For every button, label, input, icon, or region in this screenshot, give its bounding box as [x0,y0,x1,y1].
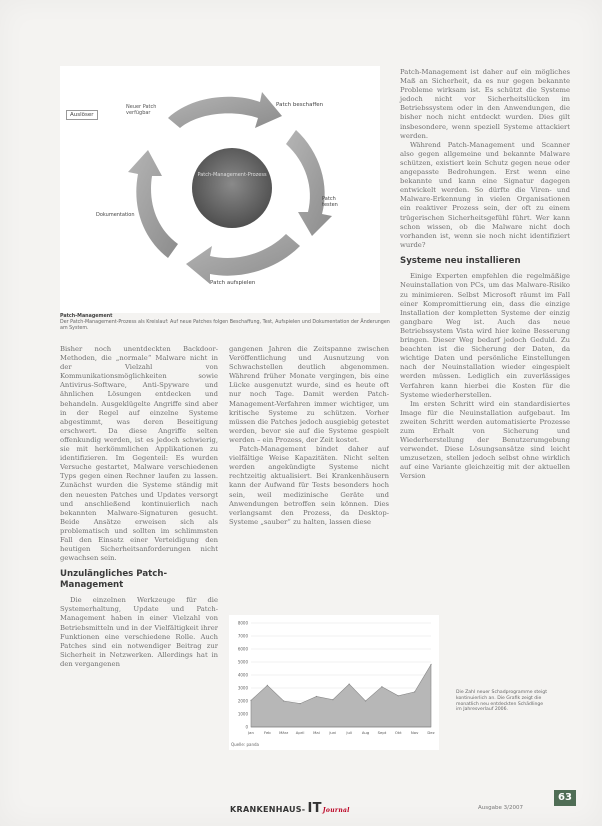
chart-x-tick-label: Mai [313,730,320,735]
patch-cycle-figure [60,66,380,313]
label-get-patch: Patch beschaffen [276,102,324,108]
label-new-patch: Neuer Patch verfügbar [126,104,157,116]
chart-area-series [251,665,431,727]
journal-logo [230,801,350,816]
chart-y-tick-label: 8000 [237,620,248,626]
chart-point [349,684,350,685]
figure-caption-text: Der Patch-Management-Prozess als Kreislauf: Auf neue Patches folgen Beschaffung, Test, Aufspielen und Dokumentation der Änderungen am System. [60,320,390,331]
malware-chart [229,615,439,750]
issue-label: Ausgabe 3/2007 [478,805,523,811]
chart-point [316,696,317,697]
chart-point [430,664,431,665]
chart-point [414,691,415,692]
chart-y-tick-label: 0 [245,724,248,730]
chart-point [267,685,268,686]
chart-x-tick-label: April [295,730,305,735]
logo-main: KRANKENHAUS- [230,805,306,814]
chart-point [381,686,382,687]
right-paragraph-1: Patch-Management ist daher auf ein mögliches Maß an Sicherheit, da es nur gegen bekannte Probleme wirksam ist. Es schützt die Systeme jedoch nicht vor Sicherheitslücken im Betriebssystem oder in den Anwendungen, die bisher noch nicht entdeckt wurden. Dies gilt insbesondere, wenn speziell Systeme attackiert werden. [400,68,570,140]
chart-y-tick-label: 3000 [237,685,248,691]
arrow-left [128,150,178,258]
right-paragraph-2: Während Patch-Management und Scanner also gegen allgemeine und bekannte Malware schützen, existiert kein Schutz gegen neue oder angepasste Bedrohungen. Erst wenn eine bekannte und kann eine Signatur dagegen entwickelt werden. So dürfte die Viren- und Malware-Erkennung in vielen Organisationen ein reaktiver Prozess sein, der oft zu einem trügerischen Sicherheitsgefühl führt. Wer kann schon wissen, ob die Malware nicht doch vorhanden ist, wenn sie noch nicht identifiziert wurde? [400,140,570,249]
chart-x-tick-label: Sept [377,730,387,735]
arrow-bottom [186,234,300,284]
chart-point [398,695,399,696]
label-deploy-patch: Patch aufspielen [210,280,256,286]
center-label: Patch-Management-Prozess [197,172,267,178]
chart-x-tick-label: Nov [410,730,419,735]
middle-paragraph-1: gangenen Jahren die Zeitspanne zwischen Veröffentlichung und Ausnutzung von Schwachstellen deutlich abgenommen. Während früher Monate vergingen, bis eine Lücke ausgenutzt wurde, sind es heute oft nur noch Tage. Damit werden Patch-Management-Verfahren immer wichtiger, um kritische Systeme zu schützen. Vorher müssen die Patches jedoch ausgiebig getestet werden, bevor sie auf die Systeme gespielt werden – ein Prozess, der Zeit kostet. [229,345,389,444]
chart-svg [229,615,439,750]
chart-point [365,700,366,701]
right-column-top [400,68,570,482]
middle-paragraph-2: Patch-Management bindet daher auf vielfältige Weise Kapazitäten. Nicht selten werden angekündigte Systeme nicht rechtzeitig aktualisiert. Bei Krankenhäusern kann der Aufwand für Tests besonders hoch sein, weil medizinische Geräte und Anwendungen betroffen sein können. Dies verlangsamt den Prozess, da Desktop-Systeme „sauber“ zu halten, lassen diese [229,445,389,526]
chart-source: Quelle: panda [231,742,259,747]
cycle-center-circle [192,148,272,228]
chart-y-tick-label: 2000 [237,698,248,704]
chart-point [283,700,284,701]
chart-x-tick-label: Feb [263,730,271,735]
right-paragraph-4: Im ersten Schritt wird ein standardisiertes Image für die Neuinstallation aufgebaut. Im zweiten Schritt werden automatisierte Prozesse zum Erhalt von Sicherung und Wiederherstellung der Benutzerumgebung verwendet. Diese Lösungsansätze sind leicht umzusetzen, stellen jedoch selbst ohne wirklich auf eine Variante gleichzeitig mit der aktuellen Version [400,399,570,481]
chart-y-tick-label: 6000 [237,646,248,652]
chart-point [250,700,251,701]
logo-journal: Journal [322,807,350,814]
figure-caption-title: Patch-Management [60,314,113,319]
left-column [60,345,218,669]
arrow-top [168,92,282,128]
chart-x-tick-label: Okt [394,730,402,735]
left-paragraph-1: Bisher noch unentdeckten Backdoor-Methoden, die „normale“ Malware nicht in der Vielzahl von Kommunikationsmöglichkeiten sowie Antivirus-Software, Anti-Spyware und ähnlichen Lösungen entdecken und behandeln. Ausgeklügelte Angriffe sind aber in der Regel auf einzelne Systeme abgestimmt, was deren Beseitigung erschwert. Da diese Angriffe selten offenkundig werden, ist es jedoch schwierig, sie mit herkömmlichen Applikationen zu identifizieren. Im Gegenteil: Es wurden Versuche gestartet, Malware verschiedenen Typs gegen einen Rechner laufen zu lassen. Zunächst wurden die Systeme ständig mit den neuesten Patches und Updates versorgt und anschließend kontinuierlich nach bekannten Malware-Signaturen gesucht. Beide Ansätze erweisen sich als problematisch und sollten im schlimmsten Fall den Einsatz einer Verteidigung den heutigen Sicherheitsanforderungen nicht gewachsen sein. [60,345,218,563]
left-section-heading: Unzulängliches Patch-Management [60,569,168,590]
chart-x-tick-label: Dez [427,730,435,735]
chart-x-tick-label: Jan [248,730,254,735]
cycle-diagram [60,66,380,313]
right-section-heading: Systeme neu installieren [400,255,521,266]
chart-y-tick-label: 7000 [237,633,248,639]
chart-x-tick-label: Juli [346,730,353,735]
page-number: 63 [554,790,576,806]
label-trigger: Auslöser [66,110,98,120]
left-paragraph-2: Die einzelnen Werkzeuge für die Systemerhaltung, Update und Patch-Management haben in einer Vielzahl von Betriebsmitteln und in der Vielfältigkeit ihrer Funktionen eine verschiedene Rolle. Auch Patches sind ein notwendiger Beitrag zur Sicherheit in Netzwerken. Allerdings hat in den vergangenen [60,596,218,668]
right-paragraph-3: Einige Experten empfehlen die regelmäßige Neuinstallation von PCs, um das Malware-Risiko zu minimieren. Selbst Microsoft räumt im Fall einer Kompromittierung ein, dass die einzige Installation der kompletten Systeme der einzig gangbare Weg ist. Auch das neue Betriebssystem Vista wird hier keine Besserung bringen. Dieser Weg bedarf jedoch Geduld. Zu beachten ist die Sicherung der Daten, da wichtige Daten und persönliche Einstellungen nach der Neuinstallation wieder eingespielt werden müssen. Lediglich ein zuverlässiges Verfahren kann hierbei die Kosten für die Systeme wiederherstellen. [400,272,570,399]
chart-note: Die Zahl neuer Schadprogramme steigt kontinuierlich an. Die Grafik zeigt die monatlich neu entdeckten Schädlinge im Jahresverlauf 2006. [456,690,548,713]
chart-x-tick-label: März [279,730,289,735]
chart-y-tick-label: 4000 [237,672,248,678]
chart-x-tick-label: Aug [361,730,370,735]
arrow-right [286,130,332,236]
chart-point [299,703,300,704]
figure-caption [60,314,390,332]
label-test-patch: Patch testen [322,196,338,208]
chart-point [332,699,333,700]
chart-y-tick-label: 1000 [237,711,248,717]
middle-column [229,345,389,613]
chart-y-tick-label: 5000 [237,659,248,665]
chart-x-tick-label: Juni [329,730,337,735]
logo-it: IT [307,801,322,816]
label-documentation: Dokumentation [96,212,135,218]
